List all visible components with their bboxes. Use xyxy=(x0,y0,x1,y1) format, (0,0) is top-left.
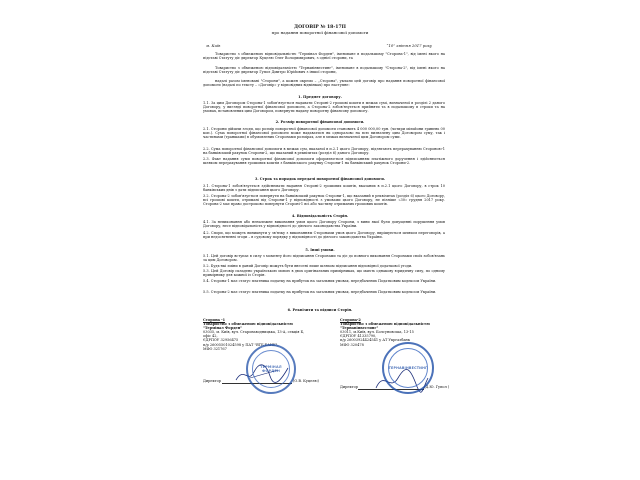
party1-signatory-role: Директор xyxy=(203,379,221,383)
party2-line: МФО 320478 xyxy=(340,342,364,347)
party2-stamp xyxy=(382,342,434,394)
section-3-2: 3.2. Сторона-2 зобов'язується повернути на банківський рахунок Сторони-1, що вказаний в реквізитах (розділ 6) цього Договору, всі грошові кошти, отримані від Сторони-1 у відповідності з умовами цього Договору, не пізніше «30» грудня 2017 року. Сторона-2 має право достроково повернути Стороні-1 всі або частину отриманих грошових коштів. xyxy=(203,194,445,207)
party2-line: ЄДРПОУ 41335790, xyxy=(340,334,377,339)
section-5-2: 5.2. Будь-які зміни в даний Договір можуть бути внесені лише шляхом підписання відповідної додаткової угоди. xyxy=(203,264,413,268)
party1-line: 03035, м. Київ, вул. Старонаводницька, 13-А, секція Б, xyxy=(203,330,305,335)
party2-requisites xyxy=(340,318,452,347)
party1-line: Товариство з обмеженою відповідальністю xyxy=(203,322,293,327)
party1-line: "Термінал Форден" xyxy=(203,326,243,331)
section-6-heading: 6. Реквізити та підписи Сторін. xyxy=(287,308,353,312)
preamble-party1: Товариство з обмеженою відповідальністю "Термінал Форден", іменоване в подальшому "Сторона-1", від імені якого на підставі Статуту діє директор Куцелю Олег Володимирович, з однієї сторони, та xyxy=(203,52,445,61)
party2-signatory-role: Директор xyxy=(340,385,358,389)
section-2-2: 2.2. Сума поворотної фінансової допомоги в межах сум, вказаної в п.2.1 цього Договору, підлягають перерахуванню Стороною-1 на банківський рахунок Сторони-2, що вказаний в реквізитах (розділ 6) даного Договору. xyxy=(203,147,445,156)
party2-line: Товариство з обмеженою відповідальністю xyxy=(340,322,430,327)
section-5-4: 5.4. Сторона-1 має статус платника податку на прибуток на загальних умовах, передбачених Податковим кодексом України. xyxy=(203,279,437,283)
section-4-2: 4.2. Спори, що можуть виникнути у зв'язку з виконанням Сторонами умов цього Договору, вирішуються шляхом переговорів, а при недосягненні згоди – в судовому порядку у відповідності до діючого законодавства України. xyxy=(203,231,445,240)
section-2-heading: 2. Розмір поворотної фінансової допомоги. xyxy=(275,120,365,124)
party1-line: МФО 321767 xyxy=(203,346,227,351)
party1-line: п/р 26005501024598 у ПАТ "ВТБ БАНК", xyxy=(203,342,279,347)
party2-stamp-text: ТЕРНАВІНВЕСТИНГ xyxy=(388,365,428,370)
preamble-agreement: надалі разом іменовані "Сторони", а кожен окремо – „Сторона", уклали цей договір про надання поворотної фінансової допомоги (надалі по тексту – «Договір» у відповідних відмінках) про наступне: xyxy=(203,79,445,88)
party1-label: Сторона -1 xyxy=(203,318,226,322)
party2-label: Сторона-2 xyxy=(340,318,361,322)
section-2-3: 2.3. Факт надання суми поворотної фінансової допомоги оформлюється підписанням платіжного доручення і здійснюється шляхом перерахування грошових коштів з банківського рахунку Сторони-1 на банківський рахунок Сторони-2. xyxy=(203,157,445,166)
party1-stamp xyxy=(246,344,296,394)
party1-line: ЄДРПОУ 32956475 xyxy=(203,338,239,343)
party1-stamp-ring xyxy=(252,350,291,389)
party1-line: офіс 42, xyxy=(203,334,218,339)
contract-city: м. Київ xyxy=(206,43,221,48)
section-5-heading: 5. Інші умови. xyxy=(305,248,335,252)
section-3-1: 3.1. Сторона-1 зобов'язується здійснювати надання Стороні-2 грошових коштів, вказаних в п.2.1 цього Договору, в строк 10 банківських днів з дати підписання цього Договору. xyxy=(203,184,445,193)
section-3-heading: 3. Строк та порядок передачі поворотної фінансової допомоги. xyxy=(254,177,386,181)
party2-line: 03011, м.Київ, вул. Болсуновська, 13-15 xyxy=(340,330,414,335)
section-1-1: 1.1. За цим Договором Сторона-1 зобов'язується надавати Стороні-2 грошові кошти в межах сумі, визначеної в розділі 2 даного Договору, у вигляді поворотної фінансової допомоги, а Сторона-2 зобов'язується прийняти та в подальшому в строки та на умовах, встановлених цим Договором, повернути надану поворотну фінансову допомогу. xyxy=(203,101,445,114)
contract-subtitle: про надання поворотної фінансової допомоги xyxy=(271,30,369,35)
party2-line: "Тернавінвестинг" xyxy=(340,326,379,331)
party2-line: п/р 26003924424541 у АТ Укргазбанк xyxy=(340,338,410,343)
section-5-1: 5.1. Цей договір вступає в силу з моменту його підписання Сторонами та діє до повного виконання Сторонами своїх зобов'язань за цим Договором. xyxy=(203,254,445,263)
party2-stamp-ring xyxy=(388,348,428,388)
contract-date: “10” квітня 2017 року xyxy=(386,43,432,48)
section-4-heading: 4. Відповідальність Сторін. xyxy=(291,214,349,218)
party2-signature-name: (Д.Ю. Гупол ) xyxy=(424,385,450,389)
section-4-1: 4.1. За невиконання або неналежне виконання умов цього Договору Сторони, з вини якої були допущенні порушення умов Договору, несе відповідальність у відповідності до діючого законодавства України. xyxy=(203,220,445,229)
preamble-party2: Товариство з обмеженою відповідальністю "Тернавінвестинг", іменоване в подальшому "Сторона-2", від імені якого на підставі Статуту діє директор Гупол Дмитро Юрійович з іншої сторони, xyxy=(203,66,445,75)
contract-title: ДОГОВІР № 18-17П xyxy=(294,25,346,30)
section-1-heading: 1. Предмет договору. xyxy=(298,95,342,99)
section-2-1: 2.1. Сторони дійшли згоди, що розмір поворотної фінансової допомоги становить 4 000 000,00 грн. (чотири мільйони гривень 00 коп.). Сума поворотної фінансової допомоги може надаватися як одноразово на всю визначену цим Договором суму, так і частинами (траншами) в обумовлених Сторонами розмірах, але в межах визначеної цим Договором суми. xyxy=(203,127,445,140)
party1-stamp-text: ТЕРМІНАЛ ФОРДЕН xyxy=(260,364,282,373)
section-5-5: 5.5. Сторона-2 має статус платника податку на прибуток на загальних умовах, передбачених Податковим кодексом України. xyxy=(203,290,437,294)
section-5-3: 5.3. Цей Договір складено українською мовою в двох оригінальних примірниках, що мають однакову юридичну силу, по одному примірнику для кожної із Сторін. xyxy=(203,269,445,278)
party1-signature-name: (О.В. Куцелю) xyxy=(293,379,319,383)
